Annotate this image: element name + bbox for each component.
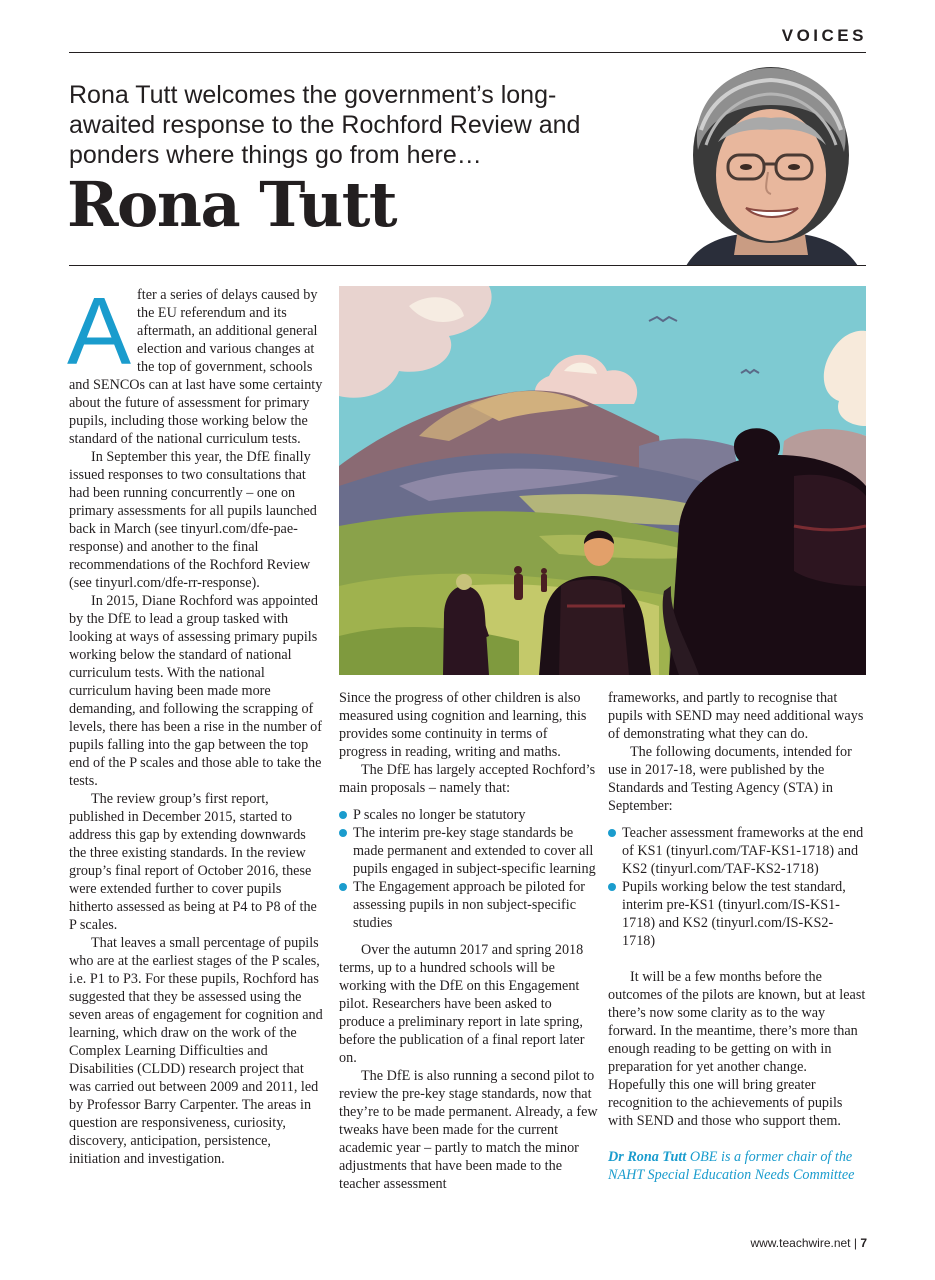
author-bio-text: OBE is a former chair of the NAHT Special Education Needs Committee xyxy=(608,1149,855,1183)
header-rule xyxy=(69,265,866,266)
bullet-dot-icon xyxy=(339,811,347,819)
list-item: The Engagement approach be piloted for assessing pupils in non subject-specific studies xyxy=(339,878,598,932)
article-paragraph xyxy=(67,278,324,448)
page-number: 7 xyxy=(860,1236,867,1250)
hikers-illustration xyxy=(339,286,866,675)
article-paragraph: The following documents, intended for use in 2017-18, were published by the Standards and Testing Agency (STA) in September: xyxy=(608,744,852,814)
article-paragraph: The DfE is also running a second pilot to review the pre-key stage standards, now that they’re to be made permanent. Already, a few tweaks have been made for the current academic year – partly to match the minor adjustments that have been made to the teacher assessment xyxy=(339,1068,598,1192)
standfirst: Rona Tutt welcomes the government’s long-awaited response to the Rochford Review and ponders where things go from here… xyxy=(69,81,581,169)
list-item: Teacher assessment frameworks at the end of KS1 (tinyurl.com/TAF-KS1-1718) and KS2 (tinyurl.com/TAF-KS2-1718) xyxy=(608,824,866,878)
article-paragraph: That leaves a small percentage of pupils who are at the earliest stages of the P scales, i.e. P1 to P3. For these pupils, Rochford has suggested that they be assessed using the seven areas of engagement for cognition and learning, which draw on the work of the Complex Learning Difficulties and Disabilities (CLDD) research project that was carried out between 2009 and 2011, led by Professor Barry Carpenter. The areas in question are responsiveness, curiosity, discovery, anticipation, persistence, initiation and investigation. xyxy=(69,935,323,1167)
article-paragraph: In September this year, the DfE finally issued responses to two consultations that had been running concurrently – one on primary assessments for all pupils launched back in March (see tinyurl.com/dfe-pae-response) and another to the final recommendations of the Rochford Review (see tinyurl.com/dfe-rr-response). xyxy=(69,449,317,591)
article-paragraph: Over the autumn 2017 and spring 2018 terms, up to a hundred schools will be working with the DfE on this Engagement pilot. Researchers have been asked to produce a preliminary report in late spring, before the publication of a final report later on. xyxy=(339,942,585,1066)
article-paragraph-continued: frameworks, and partly to recognise that pupils with SEND may need additional ways of demonstrating what they can do. xyxy=(608,690,864,742)
documents-list xyxy=(608,824,866,950)
article-text: fter a series of delays caused by the EU referendum and its aftermath, an additional general election and various changes at the top of government, schools and SENCOs can at last have some certainty about the future of assessment for primary pupils, including those working below the standard of the national curriculum tests. xyxy=(69,287,323,447)
section-label: VOICES xyxy=(781,26,867,45)
top-rule xyxy=(69,52,866,53)
proposals-list xyxy=(339,806,598,932)
bullet-dot-icon xyxy=(339,829,347,837)
article-paragraph: The DfE has largely accepted Rochford’s main proposals – namely that: xyxy=(339,762,596,796)
author-portrait xyxy=(676,60,866,266)
article-column-1 xyxy=(67,278,324,1168)
bullet-dot-icon xyxy=(608,829,616,837)
page-footer xyxy=(750,1236,867,1250)
list-item: P scales no longer be statutory xyxy=(339,806,598,824)
article-paragraph: The review group’s first report, published in December 2015, started to address this gap by extending downwards the three existing standards. In the review group’s final report of October 2016, these were extended further to cover pupils hitherto assessed as being at P4 to P8 of the P scales. xyxy=(69,791,317,933)
author-bio xyxy=(608,1148,866,1184)
footer-url: www.teachwire.net xyxy=(750,1236,851,1250)
article-column-3 xyxy=(608,689,866,743)
article-column-2 xyxy=(339,689,598,1193)
headline: Rona Tutt xyxy=(67,168,397,241)
bullet-dot-icon xyxy=(339,883,347,891)
list-item: Pupils working below the test standard, interim pre-KS1 (tinyurl.com/IS-KS1-1718) and KS2 (tinyurl.com/IS-KS2-1718) xyxy=(608,878,866,950)
author-name: Dr Rona Tutt xyxy=(608,1149,687,1165)
article-column-3-continued xyxy=(608,743,866,1184)
article-paragraph: It will be a few months before the outcomes of the pilots are known, but at least there’s now some clarity as to the way forward. In the meantime, there’s more than enough reading to be getting on with in preparation for yet another change. Hopefully this one will bring greater recognition to the achievements of pupils with SEND and those who support them. xyxy=(608,969,866,1129)
list-item: The interim pre-key stage standards be made permanent and extended to cover all pupils engaged in subject-specific learning xyxy=(339,824,598,878)
drop-cap: A xyxy=(67,278,132,385)
article-paragraph: Since the progress of other children is also measured using cognition and learning, this provides some continuity in terms of progress in reading, writing and maths. xyxy=(339,690,587,760)
article-paragraph: In 2015, Diane Rochford was appointed by the DfE to lead a group tasked with looking at ways of assessing primary pupils working below the standard of national curriculum tests. With the national curriculum having been made more demanding, and following the scrapping of levels, there has been a rise in the number of pupils falling into the gap between the top end of the P scales and those able to take the tests. xyxy=(69,593,322,789)
bullet-dot-icon xyxy=(608,883,616,891)
footer-separator: | xyxy=(850,1236,861,1250)
